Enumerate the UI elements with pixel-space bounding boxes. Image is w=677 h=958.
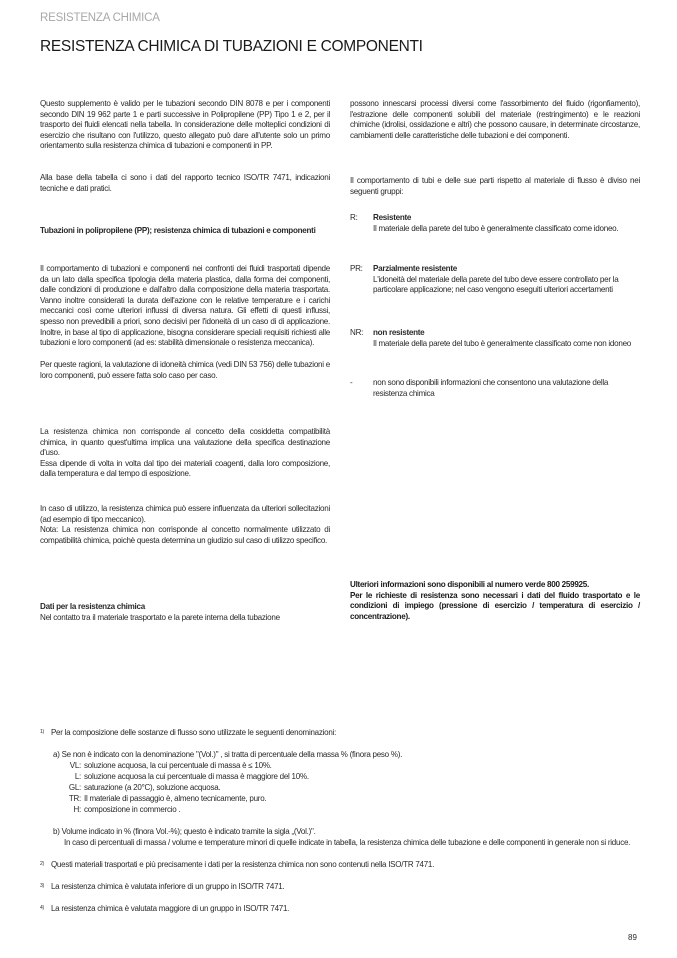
group-key: - <box>350 378 353 387</box>
group-resistant <box>350 213 640 234</box>
info-requirements: Per le richieste di resistenza sono necessari i dati del fluido trasportato e le condizioni di impiego (pressione di esercizio / temperatura di esercizio / concentrazione). <box>350 590 640 621</box>
group-desc: Il materiale della parete del tubo è generalmente classificato come idoneo. <box>373 223 619 233</box>
basis-paragraph: Alla base della tabella ci sono i dati del rapporto tecnico ISO/TR 7471, indicazioni tecniche e dati pratici. <box>40 173 330 193</box>
group-key: NR: <box>350 328 364 337</box>
section-label: RESISTENZA CHIMICA <box>40 12 160 24</box>
footnote-1b: b) Volume indicato in % (finora Vol.-%); questo è indicato tramite la sigla „(Vol.)". <box>53 827 316 836</box>
footnote-text: La resistenza chimica è valutata maggiore di un gruppo in ISO/TR 7471. <box>50 904 290 913</box>
usage-text: In caso di utilizzo, la resistenza chimica può essere influenzata da ulteriori sollecitazioni (ad esempio di tipo meccanico). <box>40 504 330 524</box>
footnote-4 <box>40 903 650 914</box>
info-box <box>350 580 640 622</box>
abbr-key: L: <box>74 772 81 781</box>
reasons-paragraph: Per queste ragioni, la valutazione di idoneità chimica (vedi DIN 53 756) delle tubazioni e loro componenti, può essere fatta solo caso per caso. <box>40 360 330 380</box>
note-text: Nota: La resistenza chimica non corrisponde al concetto normalmente utilizzato di compatibilità chimica, poichè questa determina un giudizio sul caso di utilizzo specifico. <box>40 525 330 545</box>
dependency-text: Essa dipende di volta in volta dal tipo dei materiali coagenti, dalla loro composizione, dalla temperatura e dal tempo di esposizione. <box>40 458 330 479</box>
abbr-key: VL: <box>69 761 81 770</box>
group-name: Parzialmente resistente <box>373 264 457 273</box>
footnote-3 <box>40 881 650 892</box>
footnote-mark: 3) <box>40 883 44 889</box>
abbr-item <box>53 782 650 793</box>
group-not-resistant <box>350 328 640 349</box>
footnotes <box>40 727 650 914</box>
footnote-2 <box>40 859 650 870</box>
group-partial <box>350 264 640 296</box>
abbr-key: TR: <box>68 794 81 803</box>
behaviour-paragraph: Il comportamento di tubazioni e componenti nei confronti dei fluidi trasportati dipende da un lato dalla specifica tipologia della materia plastica, dalla forma dei componenti, dalle condizioni di produzione e dall'altro dalla composizione della materia trasportata. Vanno inoltre considerati la durata dell'azione con le relative temperature e i carichi meccanici così come ulteriori influssi di diversa natura. Gli effetti di questi influssi, spesso non prevedibili a priori, sono decisivi per l'idoneità di un caso di di applicazione. Inoltre, in base al tipo di applicazione, bisogna considerare speciali requisiti richiesti alle tubazioni e loro componenti (ad es: stabilità dimensionale o resistenza meccanica). <box>40 264 330 348</box>
groups-intro: Il comportamento di tubi e delle sue parti rispetto al materiale di flusso è diviso nei seguenti gruppi: <box>350 176 640 196</box>
page-title: RESISTENZA CHIMICA DI TUBAZIONI E COMPONENTI <box>40 38 423 55</box>
footnote-1a-list <box>53 760 650 815</box>
abbr-item <box>53 771 650 782</box>
abbr-key: H: <box>73 805 81 814</box>
dati-text: Nel contatto tra il materiale trasportato e la parete interna della tubazione <box>40 612 280 622</box>
usage-paragraph <box>40 504 330 546</box>
footnote-text: Per la composizione delle sostanze di flusso sono utilizzate le seguenti denominazioni: <box>50 728 337 737</box>
dati-block <box>40 602 330 623</box>
info-phone: Ulteriori informazioni sono disponibili al numero verde 800 259925. <box>350 580 589 589</box>
group-no-info <box>350 378 640 399</box>
compatibility-paragraph <box>40 427 330 480</box>
abbr-value: composizione in commercio . <box>84 805 181 814</box>
group-desc: Il materiale della parete del tubo è generalmente classificato come non idoneo <box>373 338 632 348</box>
footnote-mark: 1) <box>40 729 44 735</box>
abbr-key: GL: <box>68 783 81 792</box>
footnote-1a: a) Se non è indicato con la denominazione "(Vol.)" , si tratta di percentuale della massa % (finora peso %). <box>53 750 403 759</box>
dati-heading: Dati per la resistenza chimica <box>40 602 145 611</box>
abbr-item <box>53 793 650 804</box>
abbr-value: soluzione acquosa, la cui percentuale di massa è ≤ 10%. <box>84 761 272 770</box>
abbr-value: saturazione (a 20°C), soluzione acquosa. <box>84 783 221 792</box>
abbr-item <box>53 760 650 771</box>
group-name: non resistente <box>373 328 425 337</box>
intro-paragraph: Questo supplemento è valido per le tubazioni secondo DIN 8078 e per i componenti secondo DIN 19 962 parte 1 e parti successive in Polipropilene (PP) Tipo 1 e 2, per il trasporto dei fluidi elencati nella tabella. In considerazione delle molteplici condizioni di esercizio che risultano con l'utilizzo, questo allegato può dare all'utente solo un primo orientamento sulla resistenza chimica di tubazioni e componenti in PP. <box>40 99 330 151</box>
compatibility-text: La resistenza chimica non corrisponde al concetto della cosiddetta compatibilità chimica, in quanto quest'ultima implica una valutazione della specifica destinazione d'uso. <box>40 427 330 458</box>
footnote-1 <box>40 727 650 738</box>
group-desc: non sono disponibili informazioni che consentono una valutazione della resistenza chimica <box>373 378 609 398</box>
footnote-text: Questi materiali trasportati e più precisamente i dati per la resistenza chimica non sono contenuti nella ISO/TR 7471. <box>50 860 435 869</box>
abbr-value: Il materiale di passaggio è, almeno tecnicamente, puro. <box>84 794 267 803</box>
footnote-mark: 2) <box>40 861 44 867</box>
group-name: Resistente <box>373 213 412 222</box>
processes-paragraph: possono innescarsi processi diversi come l'assorbimento del fluido (rigonfiamento), l'estrazione delle componenti solubili del materiale (restringimento) e le reazioni chimiche (idrolisi, ossidazione e altri) che possono causare, in determinate circostanze, cambiamenti delle caratteristiche delle tubazioni e dei componenti. <box>350 99 640 140</box>
group-key: R: <box>350 213 358 222</box>
footnote-mark: 4) <box>40 905 44 911</box>
group-key: PR: <box>350 264 363 273</box>
abbr-value: soluzione acquosa la cui percentuale di massa è maggiore del 10%. <box>84 772 309 781</box>
group-desc: L'idoneità del materiale della parete del tubo deve essere controllato per la particolare applicazione; nel caso vengono eseguiti ulteriori accertamenti <box>373 274 619 295</box>
section-heading: Tubazioni in polipropilene (PP); resistenza chimica di tubazioni e componenti <box>40 226 316 235</box>
page-number: 89 <box>628 933 637 942</box>
footnote-text: La resistenza chimica è valutata inferiore di un gruppo in ISO/TR 7471. <box>50 882 285 891</box>
footnote-1b-detail: In caso di percentuali di massa / volume e temperature minori di quelle indicate in tabella, la resistenza chimica delle tubazione e delle componenti in generale non si riduce. <box>64 838 631 847</box>
abbr-item <box>53 804 650 815</box>
